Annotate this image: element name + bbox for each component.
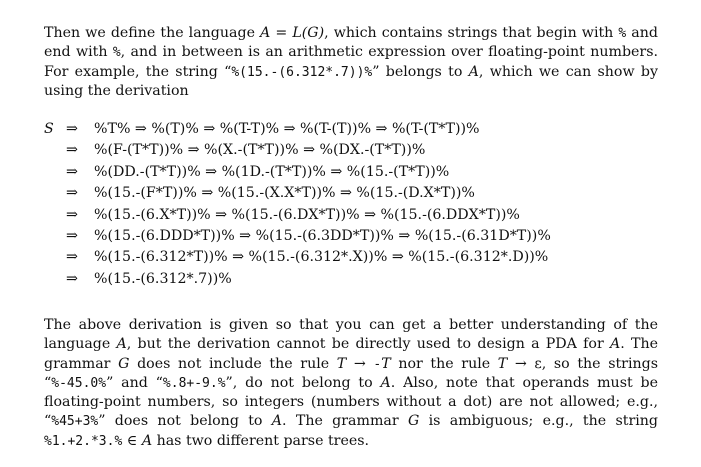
outro-text: ” does not belong to (98, 413, 272, 430)
math-var: T (381, 355, 391, 372)
outro-text: does not include the rule (129, 355, 337, 372)
derivation-expression: %(DD.-(T*T))% ⇒ %(1D.-(T*T))% ⇒ %(15.-(T*T))% (94, 163, 450, 180)
math-var: A (271, 413, 283, 430)
code-text: %(15.-(6.312*.7))% (231, 64, 373, 80)
outro-text: ”, do not belong to (225, 374, 381, 391)
derives-arrow: ⇒ (66, 270, 78, 287)
code-text: - (373, 356, 382, 372)
code-text: %-45.0% (51, 375, 107, 391)
code-text: %.8+-9.% (162, 375, 226, 391)
math-var: T (497, 355, 508, 372)
derivation-line (44, 226, 684, 247)
derivation-line (44, 247, 684, 268)
intro-paragraph (44, 24, 658, 101)
intro-text: Then we define the language (44, 25, 261, 41)
outro-text: . The grammar (282, 413, 408, 430)
derivation-expression: %(15.-(6.312*T))% ⇒ %(15.-(6.312*.X))% ⇒ %(15.-(6.312*.D))% (94, 249, 549, 266)
derivation-expression: %(15.-(6.X*T))% ⇒ %(15.-(6.DX*T))% ⇒ %(15.-(6.DDX*T))% (94, 206, 520, 223)
math-expr: L(G) (292, 25, 325, 41)
intro-text: , which contains strings that begin with (324, 25, 619, 41)
intro-text: , and in between is an arithmetic expression over floating-point numbers. For example, the string “ (44, 44, 658, 80)
outro-text: The above derivation is given so that you can get a better understanding of the language (44, 317, 658, 353)
derivation-expression: %(15.-(F*T))% ⇒ %(15.-(X.X*T))% ⇒ %(15.-(D.X*T))% (94, 185, 475, 202)
math-var: T (336, 355, 347, 372)
derives-arrow: ⇒ (66, 249, 78, 266)
outro-text: . Also, note that operands must be floating-point numbers, so integers (numbers without a dot) are not allowed; e.g., “ (44, 374, 658, 430)
code-text: %1.+2.*3.% (44, 433, 123, 449)
outro-text: → (346, 355, 374, 372)
code-text: %45+3% (51, 414, 99, 430)
outro-text: has two different parse trees. (152, 432, 370, 449)
outro-text: → ε, so the strings “ (44, 355, 659, 391)
math-var: A (260, 25, 271, 41)
derivation-line (44, 205, 684, 226)
math-var: G (407, 413, 420, 430)
code-text: % (112, 45, 121, 61)
math-var: A (141, 432, 153, 449)
outro-text: , but the derivation cannot be directly used to design a PDA for (126, 336, 610, 353)
intro-text: ” belongs to (372, 63, 469, 80)
derivation-expression: %(15.-(6.DDD*T))% ⇒ %(15.-(6.3DD*T))% ⇒ %(15.-(6.31D*T))% (94, 227, 551, 244)
intro-text: = (270, 25, 293, 41)
start-symbol: S (44, 121, 54, 137)
derives-arrow: ⇒ (66, 206, 78, 223)
outro-text: . The grammar (44, 336, 658, 372)
math-var: A (116, 336, 127, 353)
derives-arrow: ⇒ (66, 142, 78, 159)
derivation-expression: %(F-(T*T))% ⇒ %(X.-(T*T))% ⇒ %(DX.-(T*T))% (94, 142, 426, 159)
math-var: A (380, 374, 391, 391)
derivation-line (44, 269, 684, 290)
derives-arrow: ⇒ (66, 185, 78, 202)
derivation-line (44, 119, 684, 140)
derives-arrow: ⇒ (66, 121, 78, 137)
outro-text: nor the rule (390, 355, 498, 372)
derivation-line (44, 183, 684, 204)
derivation-line (44, 162, 684, 183)
derivation-line (44, 140, 684, 161)
math-var: A (609, 336, 621, 353)
derivation-expression: %T% ⇒ %(T)% ⇒ %(T-T)% ⇒ %(T-(T))% ⇒ %(T-(T*T))% (94, 121, 480, 137)
derivation-block (44, 119, 684, 290)
outro-paragraph (44, 316, 658, 451)
derives-arrow: ⇒ (66, 227, 78, 244)
intro-text: , which we can show by using the derivation (44, 63, 658, 99)
outro-text: is ambiguous; e.g., the string (419, 413, 658, 430)
outro-text: ” and “ (106, 374, 163, 391)
intro-text: and end with (44, 25, 658, 61)
derivation-expression: %(15.-(6.312*.7))% (94, 270, 232, 287)
derives-arrow: ⇒ (66, 163, 78, 180)
outro-text: ∈ (122, 432, 142, 449)
code-text: % (618, 26, 627, 41)
math-var: A (468, 63, 479, 80)
math-var: G (118, 355, 130, 372)
